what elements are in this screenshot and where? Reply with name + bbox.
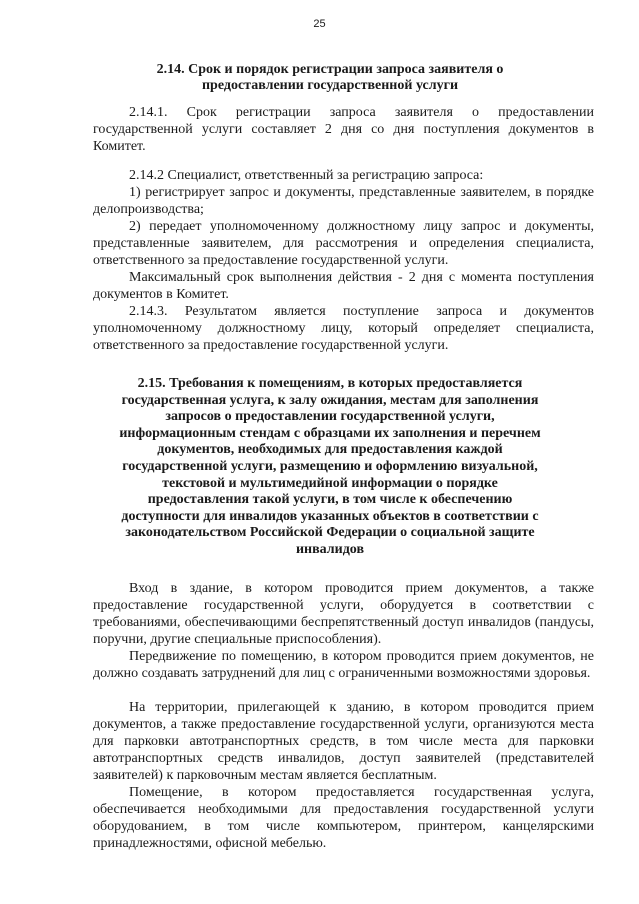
paragraph-equipment: Помещение, в котором предоставляется государственная услуга, обеспечивается необходимыми для предоставления государственной услуги оборудованием, в том числе компьютером, принтером, канцелярскими принадлежностями, офисной мебелью. [93, 785, 594, 851]
paragraph-parking: На территории, прилегающей к зданию, в котором проводится прием документов, а также предоставление государственной услуги, организуются места для парковки автотранспортных средств, в том числе места для парковки автотранспортных средств инвалидов, доступ заявителей (представителей заявителей) к парковочным местам является бесплатным. [93, 700, 594, 783]
paragraph-2-14-2: 2.14.2 Специалист, ответственный за регистрацию запроса: [129, 168, 484, 183]
section-heading-2-15: 2.15. Требования к помещениям, в которых предоставляется государственная услуга, к залу ожидания, местам для заполнения запросов о предоставлении государственной услуги, информационным стендам с образцами их заполнения и перечнем документов, необходимых для предоставления каждой государственной услуги, размещению и оформлению визуальной, текстовой и мультимедийной информации о порядке предоставления такой услуги, в том числе к обеспечению доступности для инвалидов указанных объектов в соответствии с законодательством Российской Федерации о социальной защите инвалидов [119, 376, 541, 557]
paragraph-max-term: Максимальный срок выполнения действия - 2 дня с момента поступления документов в Комитет. [93, 270, 594, 302]
paragraph-2-14-2-item-2: 2) передает уполномоченному должностному лицу запрос и документы, представленные заявителем, для рассмотрения и определения специалиста, ответственного за предоставление государственной услуги. [93, 219, 594, 268]
paragraph-building-entrance: Вход в здание, в котором проводится прием документов, а также предоставление государственной услуги, оборудуется в соответствии с требованиями, обеспечивающими беспрепятственный доступ инвалидов (пандусы, поручни, другие специальные приспособления). [93, 581, 594, 647]
paragraph-2-14-1: 2.14.1. Срок регистрации запроса заявителя о предоставлении государственной услуги составляет 2 дня со дня поступления документов в Комитет. [93, 105, 594, 154]
section-heading-2-14: 2.14. Срок и порядок регистрации запроса заявителя о предоставлении государственной услуги [156, 62, 504, 93]
paragraph-2-14-2-item-1: 1) регистрирует запрос и документы, представленные заявителем, в порядке делопроизводства; [93, 185, 594, 217]
page-number: 25 [313, 18, 326, 30]
paragraph-movement: Передвижение по помещению, в котором проводится прием документов, не должно создавать затруднений для лиц с ограниченными возможностями здоровья. [93, 649, 594, 681]
paragraph-2-14-3: 2.14.3. Результатом является поступление запроса и документов уполномоченному должностному лицу, который определяет специалиста, ответственного за предоставление государственной услуги. [93, 304, 594, 353]
